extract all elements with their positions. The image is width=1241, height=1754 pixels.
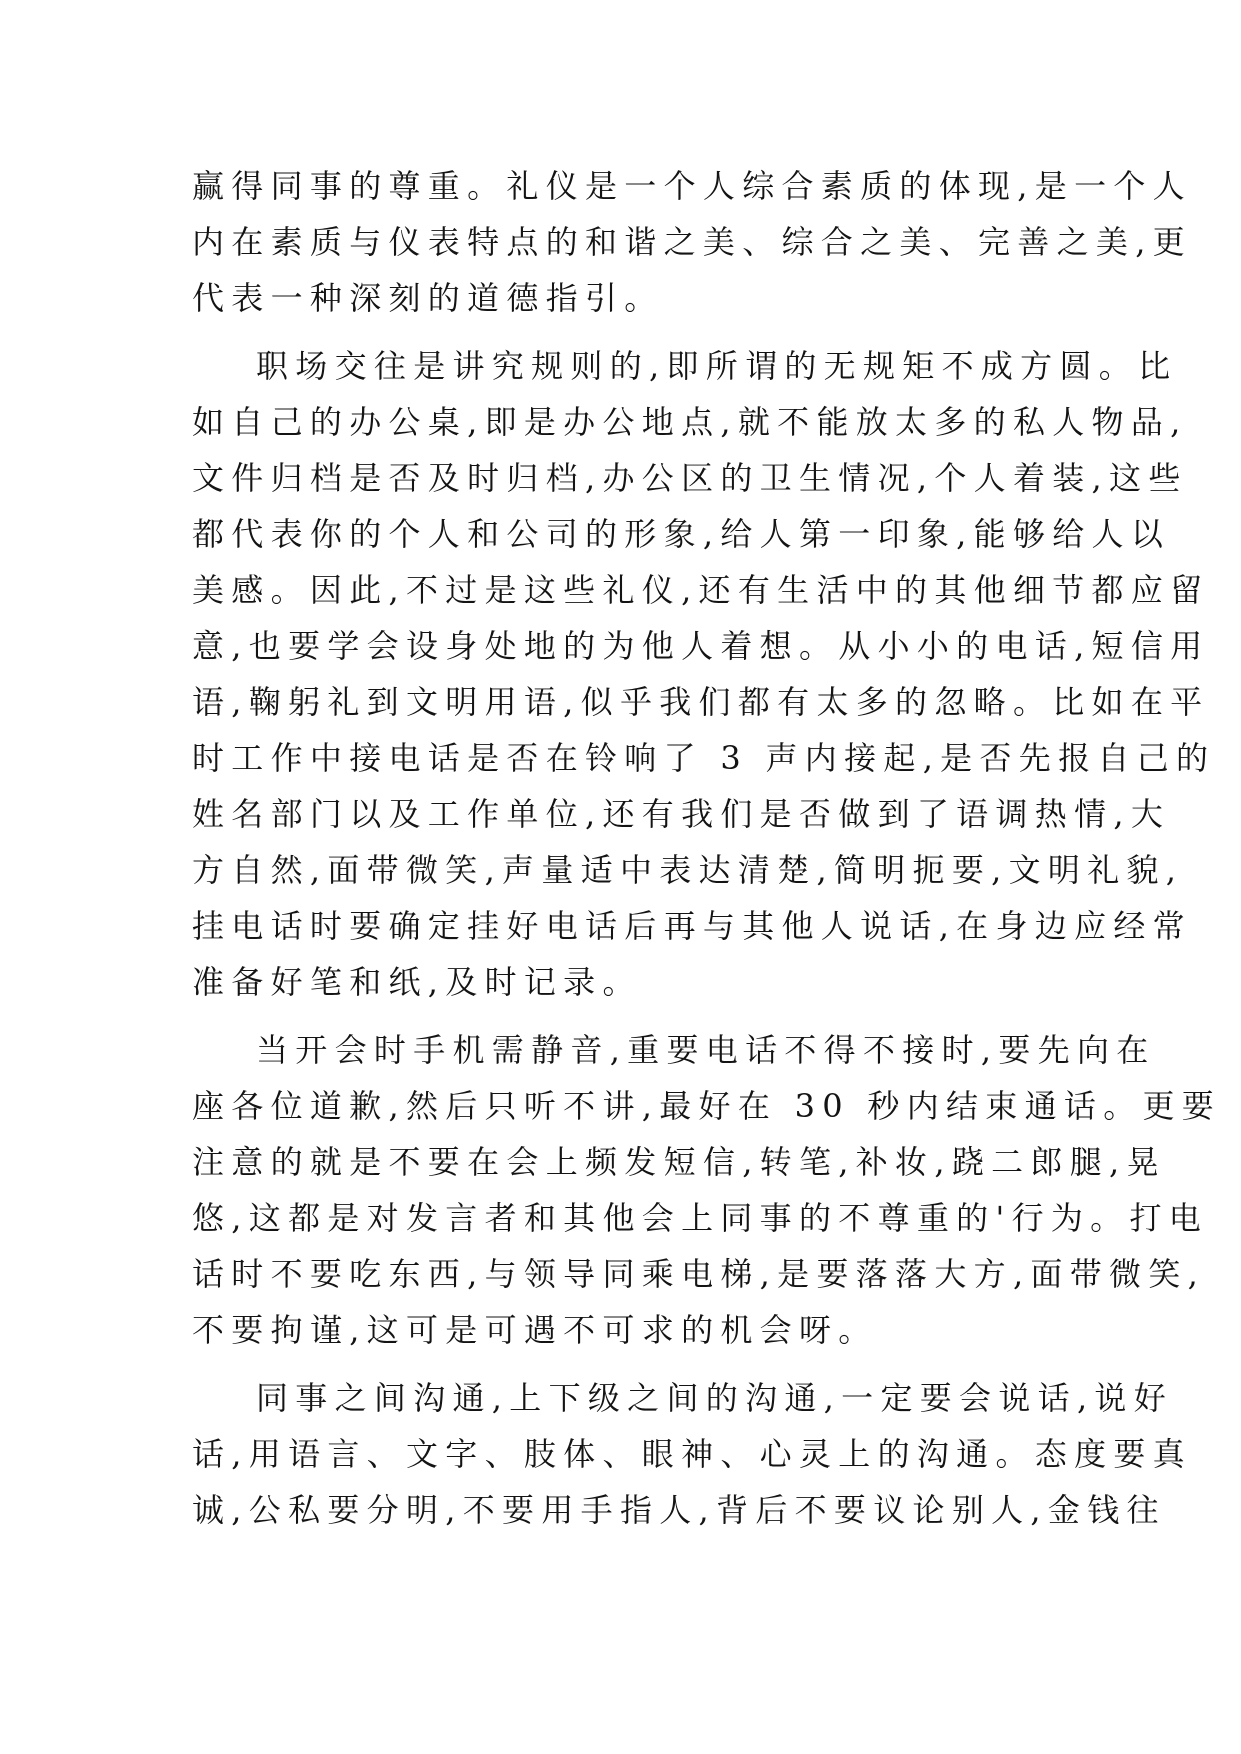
- body-line: 时工作中接电话是否在铃响了 3 声内接起,是否先报自己的: [192, 739, 1216, 777]
- body-line: 美感。因此,不过是这些礼仪,还有生活中的其他细节都应留: [192, 571, 1210, 609]
- body-line: 准备好笔和纸,及时记录。: [192, 963, 642, 1001]
- body-line: 话时不要吃东西,与领导同乘电梯,是要落落大方,面带微笑,: [192, 1255, 1206, 1293]
- body-line: 注意的就是不要在会上频发短信,转笔,补妆,跷二郎腿,晃: [192, 1143, 1166, 1181]
- body-line: 文件归档是否及时归档,办公区的卫生情况,个人着装,这些: [192, 459, 1188, 497]
- body-line: 语,鞠躬礼到文明用语,似乎我们都有太多的忽略。比如在平: [192, 683, 1210, 721]
- body-line: 方自然,面带微笑,声量适中表达清楚,简明扼要,文明礼貌,: [192, 851, 1184, 889]
- body-line: 话,用语言、文字、肢体、眼神、心灵上的沟通。态度要真: [192, 1435, 1192, 1473]
- paragraph-first-line: 同事之间沟通,上下级之间的沟通,一定要会说话,说好: [256, 1379, 1174, 1417]
- body-line: 座各位道歉,然后只听不讲,最好在 30 秒内结束通话。更要: [192, 1087, 1222, 1125]
- body-line: 悠,这都是对发言者和其他会上同事的不尊重的'行为。打电: [192, 1199, 1209, 1237]
- paragraph-first-line: 当开会时手机需静音,重要电话不得不接时,要先向在: [256, 1031, 1156, 1069]
- body-line: 不要拘谨,这可是可遇不可求的机会呀。: [192, 1311, 878, 1349]
- body-line: 赢得同事的尊重。礼仪是一个人综合素质的体现,是一个人: [192, 167, 1192, 205]
- paragraph-first-line: 职场交往是讲究规则的,即所谓的无规矩不成方圆。比: [256, 347, 1178, 385]
- body-line: 内在素质与仪表特点的和谐之美、综合之美、完善之美,更: [192, 223, 1192, 261]
- body-line: 意,也要学会设身处地的为他人着想。从小小的电话,短信用: [192, 627, 1210, 665]
- body-line: 诚,公私要分明,不要用手指人,背后不要议论别人,金钱往: [192, 1491, 1166, 1529]
- body-line: 姓名部门以及工作单位,还有我们是否做到了语调热情,大: [192, 795, 1171, 833]
- body-line: 代表一种深刻的道德指引。: [192, 279, 664, 317]
- body-line: 挂电话时要确定挂好电话后再与其他人说话,在身边应经常: [192, 907, 1192, 945]
- body-line: 都代表你的个人和公司的形象,给人第一印象,能够给人以: [192, 515, 1171, 553]
- body-line: 如自己的办公桌,即是办公地点,就不能放太多的私人物品,: [192, 403, 1188, 441]
